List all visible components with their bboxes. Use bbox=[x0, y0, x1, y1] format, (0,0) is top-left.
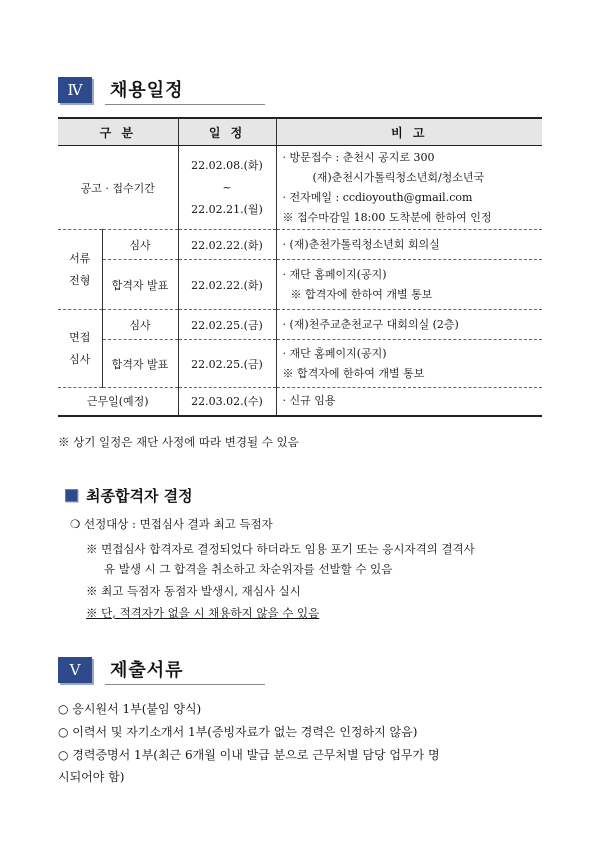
schedule-footnote: ※ 상기 일정은 재단 사정에 따라 변경될 수 있음 bbox=[58, 435, 299, 449]
row-notes: · 재단 홈페이지(공지) ※ 합격자에 한하여 개별 통보 bbox=[276, 260, 542, 310]
final-note-1b: 유 발생 시 그 합격을 취소하고 차순위자를 선발할 수 있음 bbox=[104, 562, 393, 576]
row-date: 22.02.25.(금) bbox=[178, 340, 276, 388]
row-category: 공고 · 접수기간 bbox=[80, 181, 155, 195]
table-row bbox=[58, 146, 542, 230]
square-bullet-icon bbox=[65, 489, 78, 502]
header-notes: 비 고 bbox=[276, 118, 542, 146]
doc-item-2: ○ 이력서 및 자기소개서 1부(증빙자료가 없는 경력은 인정하지 않음) bbox=[58, 725, 418, 739]
final-select-line: ❍ 선정대상 : 면접심사 결과 최고 득점자 bbox=[70, 517, 273, 531]
section-5-title: 제출서류 bbox=[110, 660, 184, 681]
section-4-header bbox=[58, 76, 184, 104]
doc-item-1: ○ 응시원서 1부(붙임 양식) bbox=[58, 702, 202, 716]
final-note-2: ※ 최고 득점자 동점자 발생시, 재심사 실시 bbox=[86, 584, 301, 598]
row-notes: · (재)천주교춘천교구 대회의실 (2층) bbox=[276, 310, 542, 340]
doc-item-3-cont: 시되어야 함) bbox=[58, 770, 125, 784]
row-sub: 심사 bbox=[102, 230, 178, 260]
schedule-table bbox=[58, 117, 542, 417]
header-category: 구 분 bbox=[58, 118, 178, 146]
table-row bbox=[58, 340, 542, 388]
row-date: 22.02.22.(화) bbox=[178, 260, 276, 310]
section-4-title: 채용일정 bbox=[110, 80, 184, 101]
final-section-title: 최종합격자 결정 bbox=[65, 485, 193, 506]
section-4-underline bbox=[105, 104, 265, 105]
table-row bbox=[58, 260, 542, 310]
row-date: 22.02.08.(화) ~ 22.02.21.(월) bbox=[178, 146, 276, 230]
row-sub: 심사 bbox=[102, 310, 178, 340]
row-notes: · 신규 임용 bbox=[276, 388, 542, 416]
table-header-row bbox=[58, 118, 542, 146]
row-date: 22.02.25.(금) bbox=[178, 310, 276, 340]
row-category: 근무일(예정) bbox=[58, 388, 178, 416]
row-sub: 합격자 발표 bbox=[102, 260, 178, 310]
row-date: 22.03.02.(수) bbox=[178, 388, 276, 416]
final-note-1a: ※ 면접심사 합격자로 결정되었다 하더라도 임용 포기 또는 응시자격의 결격사 bbox=[86, 542, 475, 556]
doc-item-3: ○ 경력증명서 1부(최근 6개월 이내 발급 분으로 근무처별 담당 업무가 명 bbox=[58, 748, 440, 762]
section-5-underline bbox=[105, 684, 265, 685]
table-row bbox=[58, 230, 542, 260]
section-5-numeral: Ⅴ bbox=[58, 657, 92, 683]
row-notes: · (재)춘천가톨릭청소년회 회의실 bbox=[276, 230, 542, 260]
row-sub: 합격자 발표 bbox=[102, 340, 178, 388]
section-4-numeral: Ⅳ bbox=[58, 77, 92, 103]
header-schedule: 일 정 bbox=[178, 118, 276, 146]
row-date: 22.02.22.(화) bbox=[178, 230, 276, 260]
table-row bbox=[58, 388, 542, 416]
group-label-interview: 면접 심사 bbox=[58, 310, 102, 388]
section-5-header bbox=[58, 656, 184, 684]
row-notes: · 재단 홈페이지(공지) ※ 합격자에 한하여 개별 통보 bbox=[276, 340, 542, 388]
row-notes: · 방문접수 : 춘천시 공지로 300 (재)춘천시가톨릭청소년회/청소년국 · 전자메일 : ccdioyouth@gmail.com ※ 접수마감일 18:00 도착분에 한하여 인정 bbox=[276, 146, 542, 230]
table-row bbox=[58, 310, 542, 340]
group-label-document: 서류 전형 bbox=[58, 230, 102, 310]
final-note-3: ※ 단, 적격자가 없을 시 채용하지 않을 수 있음 bbox=[86, 606, 320, 620]
